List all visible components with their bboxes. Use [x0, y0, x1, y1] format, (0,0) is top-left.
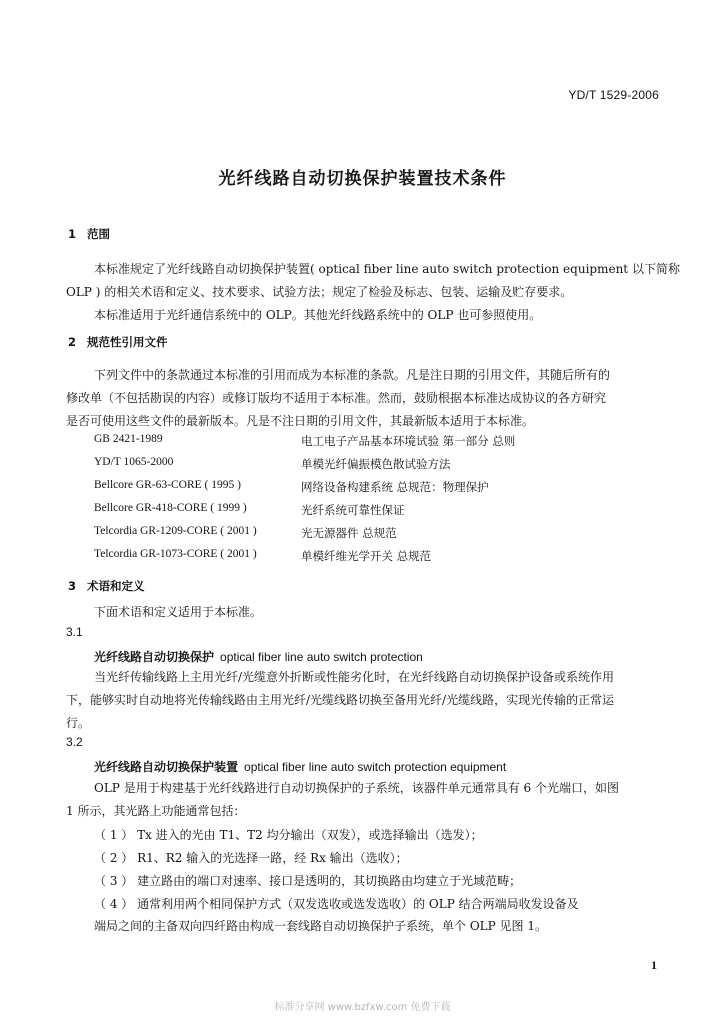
function-list-item	[94, 895, 579, 912]
references-intro-line: 修改单（不包括勘误的内容）或修订版均不适用于本标准。然而，鼓励根据本标准达成协议的各方研究	[66, 391, 607, 405]
list-item-text: 通常利用两个相同保护方式（双发选收或选发选收）的 OLP 结合两端局收发设备及	[137, 897, 579, 911]
term-definition-closing-line: 端局之间的主备双向四纤路由构成一套线路自动切换保护子系统，单个 OLP 见图 1。	[94, 919, 547, 933]
watermark: 标准分享网 www.bzfxw.com 免费下载	[274, 1002, 451, 1013]
reference-title: 单模光纤偏振模色散试验方法	[301, 457, 451, 471]
term-heading	[94, 648, 423, 665]
reference-code: Bellcore GR-418-CORE ( 1999 )	[94, 502, 247, 514]
standard-number: YD/T 1529-2006	[568, 88, 659, 102]
section-2-heading	[68, 334, 168, 350]
scope-paragraph-line: 本标准适用于光纤通信系统中的 OLP。其他光纤线路系统中的 OLP 也可参照使用。	[94, 308, 542, 322]
term-number: 3.2	[66, 735, 83, 749]
section-number: 1	[68, 227, 77, 241]
term-chinese: 光纤线路自动切换保护	[94, 650, 215, 664]
reference-code: GB 2421-1989	[94, 433, 163, 445]
reference-title: 光纤系统可靠性保证	[301, 503, 405, 517]
term-definition-line: 1 所示，其光路上功能通常包括：	[66, 804, 246, 818]
list-item-label: （ 3 ）	[94, 874, 134, 888]
reference-code: YD/T 1065-2000	[94, 456, 174, 468]
section-3-heading	[68, 578, 145, 594]
term-number: 3.1	[66, 625, 83, 639]
term-definition-line: OLP 是用于构建基于光纤线路进行自动切换保护的子系统，该器件单元通常具有 6 个光端口，如图	[94, 781, 619, 795]
function-list-item	[94, 849, 408, 866]
section-number: 2	[68, 335, 77, 349]
term-definition-line: 下，能够实时自动地将光传输线路由主用光纤/光缆线路切换至备用光纤/光缆线路，实现光传输的正常运	[66, 693, 615, 707]
scope-paragraph-line: 本标准规定了光纤线路自动切换保护装置( optical fiber line auto switch protection equipment 以下简称	[94, 262, 680, 276]
list-item-label: （ 2 ）	[94, 851, 134, 865]
terms-intro: 下面术语和定义适用于本标准。	[94, 605, 263, 619]
term-definition-line: 行。	[66, 716, 91, 730]
term-english: optical fiber line auto switch protection	[220, 650, 423, 664]
section-title: 术语和定义	[87, 579, 145, 593]
section-number: 3	[68, 579, 77, 593]
term-chinese: 光纤线路自动切换保护装置	[94, 760, 239, 774]
references-intro-line: 是否可使用这些文件的最新版本。凡是不注日期的引用文件，其最新版本适用于本标准。	[66, 414, 535, 428]
list-item-label: （ 4 ）	[94, 897, 134, 911]
reference-title: 单模纤维光学开关 总规范	[301, 549, 432, 563]
list-item-text: R1、R2 输入的光选择一路，经 Rx 输出（选收）；	[137, 851, 408, 865]
document-title: 光纤线路自动切换保护装置技术条件	[218, 169, 507, 189]
reference-code: Telcordia GR-1073-CORE ( 2001 )	[94, 548, 257, 560]
function-list-item	[94, 826, 483, 843]
reference-code: Bellcore GR-63-CORE ( 1995 )	[94, 479, 241, 491]
function-list-item	[94, 872, 521, 889]
reference-title: 网络设备构建系统 总规范：物理保护	[301, 480, 489, 494]
page-number: 1	[651, 958, 657, 972]
list-item-text: Tx 进入的光由 T1、T2 均分输出（双发），或选择输出（选发）；	[137, 828, 483, 842]
section-title: 规范性引用文件	[87, 335, 168, 349]
references-intro-line: 下列文件中的条款通过本标准的引用而成为本标准的条款。凡是注日期的引用文件，其随后所有的	[94, 368, 611, 382]
section-title: 范围	[87, 227, 110, 241]
term-definition-line: 当光纤传输线路上主用光纤/光缆意外折断或性能劣化时，在光纤线路自动切换保护设备或系统作用	[94, 670, 615, 684]
section-1-heading	[68, 226, 110, 242]
list-item-label: （ 1 ）	[94, 828, 134, 842]
term-english: optical fiber line auto switch protection equipment	[244, 760, 507, 774]
list-item-text: 建立路由的端口对速率、接口是透明的，其切换路由均建立于光域范畴；	[137, 874, 522, 888]
reference-title: 光无源器件 总规范	[301, 526, 397, 540]
scope-paragraph-line: OLP ) 的相关术语和定义、技术要求、试验方法；规定了检验及标志、包装、运输及贮存要求。	[66, 285, 573, 299]
reference-title: 电工电子产品基本环境试验 第一部分 总则	[301, 434, 516, 448]
reference-code: Telcordia GR-1209-CORE ( 2001 )	[94, 525, 257, 537]
term-heading	[94, 758, 506, 775]
